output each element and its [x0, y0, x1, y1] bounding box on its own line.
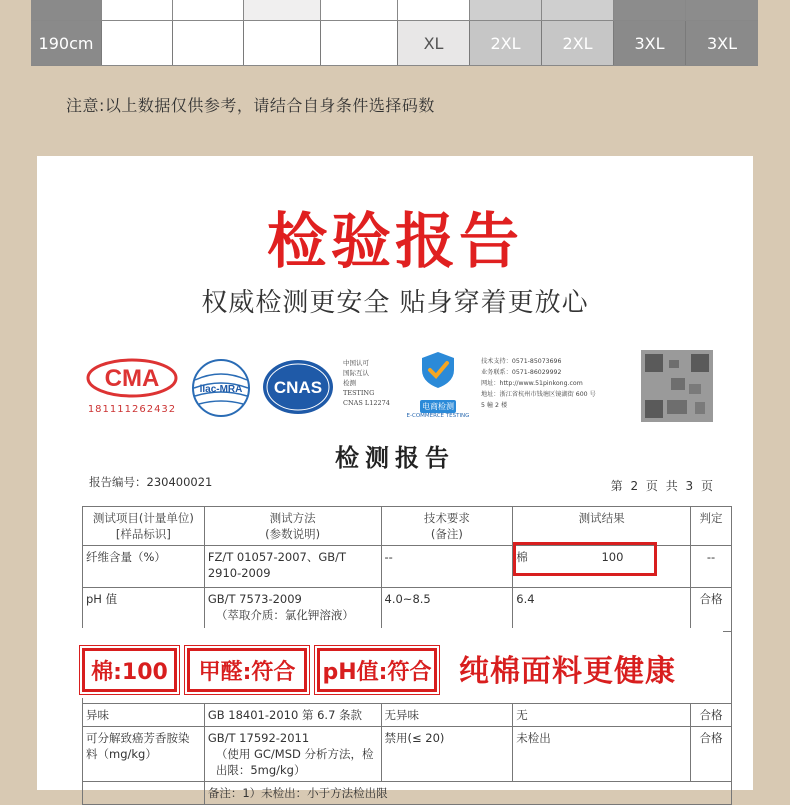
- size-cell: [172, 21, 243, 65]
- cma-logo: [86, 358, 178, 415]
- ec-label: 电商检测: [422, 402, 454, 411]
- method-cell: [204, 588, 381, 632]
- text-line: 地址：浙江省杭州市钱塘区镜湖街 600 号: [481, 391, 596, 398]
- text-line: TESTING: [343, 389, 375, 397]
- header-text: [样品标识]: [115, 527, 171, 541]
- requirement-cell: --: [381, 546, 513, 588]
- table-row: [83, 727, 732, 782]
- requirement-cell: 无异味: [381, 704, 513, 727]
- size-strip-cell: [243, 0, 320, 20]
- svg-text:CMA: CMA: [104, 365, 160, 392]
- header-text: (备注): [430, 527, 463, 541]
- size-cell: XL: [397, 21, 469, 65]
- ec-sub: E-COMMERCE TESTING: [406, 413, 470, 419]
- header-text: 测试结果: [578, 511, 625, 525]
- tag-ph: pH值:符合: [317, 648, 437, 692]
- header-text: (参数说明): [265, 527, 321, 541]
- ilac-mra-logo: [189, 358, 253, 422]
- result-cell: 未检出: [513, 727, 691, 782]
- size-table-bottom-row: [31, 20, 758, 66]
- size-cell: [243, 21, 320, 65]
- result-label: 棉: [516, 550, 528, 564]
- table-row: [83, 704, 732, 727]
- item-cell: 可分解致癌芳香胺染料（mg/kg）: [83, 727, 205, 782]
- size-cell: 2XL: [469, 21, 541, 65]
- svg-text:ilac-MRA: ilac-MRA: [199, 384, 243, 395]
- cert-text-block: [343, 358, 390, 408]
- method-note: （萃取介质：氯化钾溶液）: [215, 608, 354, 622]
- remark-cell: 备注：1）未检出：小于方法检出限: [204, 782, 731, 805]
- cma-number: 181111262432: [87, 404, 177, 415]
- certification-logos: [37, 346, 753, 426]
- size-strip-cell: [101, 0, 172, 20]
- size-strip-cell: [320, 0, 397, 20]
- method-cell: FZ/T 01057-2007、GB/T 2910-2009: [204, 546, 381, 588]
- header-cell: [381, 507, 513, 546]
- text-line: 检测: [343, 379, 356, 387]
- size-cell: 2XL: [541, 21, 613, 65]
- contact-info: [481, 356, 596, 411]
- table-row: [83, 588, 732, 632]
- text-line: 业务联系：0571-86029992: [481, 369, 562, 376]
- highlight-box: [513, 542, 657, 576]
- method-cell: [204, 727, 381, 782]
- item-cell: pH 值: [83, 588, 205, 632]
- result-value: 100: [601, 550, 624, 564]
- svg-text:CNAS: CNAS: [273, 378, 323, 397]
- cnas-icon: [261, 358, 335, 416]
- size-strip-cell: [469, 0, 541, 20]
- header-text: 测试项目(计量单位): [92, 511, 194, 525]
- report-subtitle: 权威检测更安全 贴身穿着更放心: [201, 288, 589, 318]
- method-text: GB/T 7573-2009: [207, 592, 302, 606]
- header-cell: [513, 507, 691, 546]
- text-line: CNAS L12274: [343, 399, 390, 407]
- cnas-logo: [261, 358, 335, 420]
- header-text: 判定: [699, 511, 723, 525]
- header-cell: [691, 507, 732, 546]
- tag-formaldehyde: 甲醛:符合: [187, 648, 307, 692]
- banner-slogan: 纯棉面料更健康: [459, 654, 676, 689]
- document-title: 检测报告: [335, 443, 455, 472]
- verdict-cell: 合格: [691, 704, 732, 727]
- result-cell: 6.4: [513, 588, 691, 632]
- shield-check-icon: [418, 350, 458, 390]
- text-line: 网址：http://www.51pinkong.com: [481, 380, 583, 387]
- size-table-row: [31, 0, 758, 66]
- header-cell: [83, 507, 205, 546]
- requirement-cell: 禁用(≤ 20): [381, 727, 513, 782]
- size-cell: [101, 21, 172, 65]
- tag-cotton: 棉:100: [82, 648, 177, 692]
- text-line: 中国认可: [343, 359, 369, 367]
- size-strip-cell: [613, 0, 685, 20]
- header-text: 测试方法: [269, 511, 316, 525]
- requirement-cell: 4.0~8.5: [381, 588, 513, 632]
- text-line: 5 幢 2 楼: [481, 402, 508, 409]
- item-cell: 纤维含量（%）: [83, 546, 205, 588]
- table-header-row: [83, 507, 732, 546]
- page-number: 第 2 页 共 3 页: [610, 479, 715, 493]
- size-cell: [320, 21, 397, 65]
- verdict-cell: --: [691, 546, 732, 588]
- ecommerce-testing-logo: [399, 350, 477, 419]
- size-strip-cell: [685, 0, 758, 20]
- header-cell: [204, 507, 381, 546]
- size-note: 注意:以上数据仅供参考，请结合自身条件选择码数: [66, 96, 435, 115]
- qr-code-icon[interactable]: [641, 350, 713, 422]
- item-cell: [83, 782, 205, 805]
- table-row: [83, 782, 732, 805]
- result-cell: 无: [513, 704, 691, 727]
- text-line: 国际互认: [343, 369, 369, 377]
- cma-icon: [86, 358, 178, 398]
- size-strip-cell: [397, 0, 469, 20]
- size-table-top-strip: [31, 0, 758, 20]
- size-strip-cell: [172, 0, 243, 20]
- feature-banner: [37, 628, 723, 698]
- size-strip-cell: [31, 0, 101, 20]
- text-line: 技术支持：0571-85073696: [481, 358, 562, 365]
- method-cell: GB 18401-2010 第 6.7 条款: [204, 704, 381, 727]
- ilac-globe-icon: [189, 358, 253, 418]
- report-title: 检验报告: [267, 207, 523, 277]
- size-row-label: 190cm: [31, 21, 101, 65]
- size-cell: 3XL: [685, 21, 758, 65]
- size-cell: 3XL: [613, 21, 685, 65]
- method-text: GB/T 17592-2011: [207, 731, 310, 745]
- report-number: 报告编号：230400021: [89, 475, 213, 489]
- item-cell: 异味: [83, 704, 205, 727]
- size-strip-cell: [541, 0, 613, 20]
- verdict-cell: 合格: [691, 727, 732, 782]
- header-text: 技术要求: [423, 511, 470, 525]
- method-note: （使用 GC/MSD 分析方法，检出限：5mg/kg）: [215, 747, 374, 777]
- verdict-cell: 合格: [691, 588, 732, 632]
